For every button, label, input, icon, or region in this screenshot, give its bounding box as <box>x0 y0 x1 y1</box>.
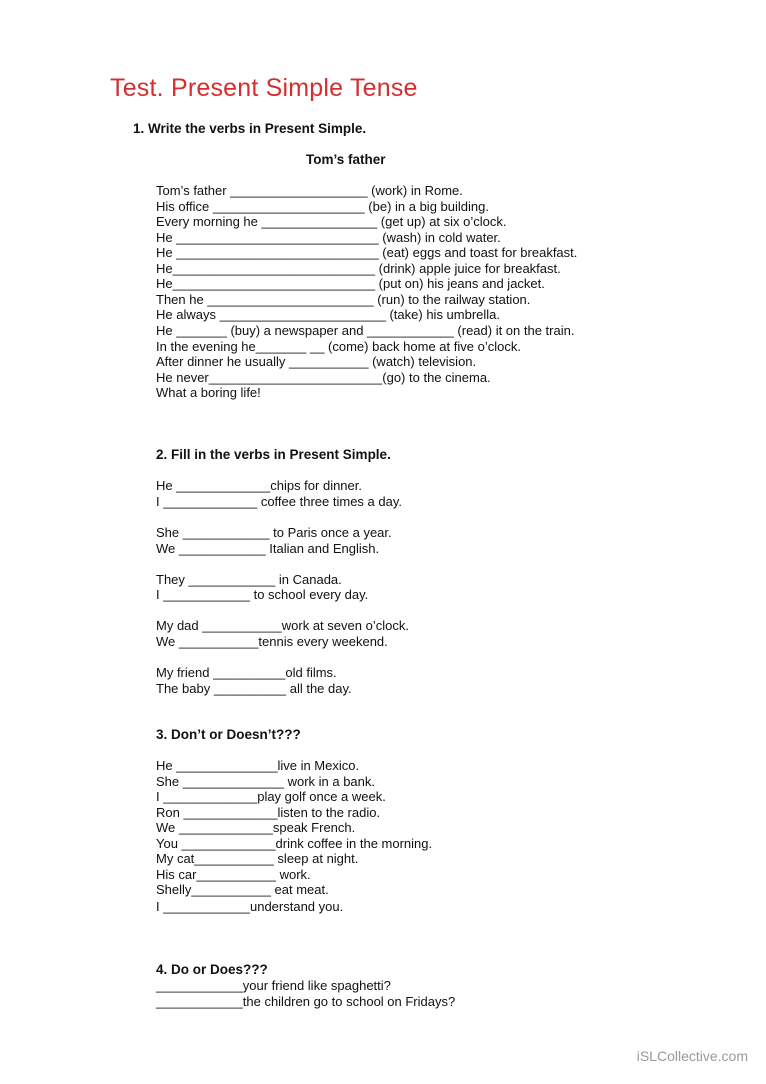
section-2-heading: 2. Fill in the verbs in Present Simple. <box>156 447 391 462</box>
footer-watermark: iSLCollective.com <box>636 1048 748 1064</box>
exercise-line: You _____________drink coffee in the morning. <box>156 836 433 851</box>
exercise-line: His car___________ work. <box>156 867 311 882</box>
exercise-line: We ___________tennis every weekend. <box>156 634 388 649</box>
exercise-line: I ____________ to school every day. <box>156 587 369 602</box>
exercise-line: Then he _______________________ (run) to the railway station. <box>156 292 531 307</box>
exercise-line: He____________________________ (drink) apple juice for breakfast. <box>156 261 561 276</box>
exercise-line: We _____________speak French. <box>156 820 356 835</box>
exercise-line: Tom’s father ___________________ (work) in Rome. <box>156 183 463 198</box>
exercise-line: He ____________________________ (eat) eggs and toast for breakfast. <box>156 245 578 260</box>
exercise-line: Shelly___________ eat meat. <box>156 882 329 897</box>
exercise-line: My dad ___________work at seven o’clock. <box>156 618 409 633</box>
exercise-line: I _____________ coffee three times a day. <box>156 494 402 509</box>
exercise-line: His office _____________________ (be) in a big building. <box>156 199 489 214</box>
exercise-line: I _____________play golf once a week. <box>156 789 386 804</box>
exercise-line: She ____________ to Paris once a year. <box>156 525 392 540</box>
exercise-line: She ______________ work in a bank. <box>156 774 376 789</box>
exercise-line: My cat___________ sleep at night. <box>156 851 359 866</box>
section-1-heading: 1. Write the verbs in Present Simple. <box>133 121 367 136</box>
exercise-line: I ____________understand you. <box>156 899 344 914</box>
exercise-line: ____________the children go to school on Fridays? <box>156 994 456 1009</box>
exercise-line: They ____________ in Canada. <box>156 572 342 587</box>
exercise-line: What a boring life! <box>156 385 261 400</box>
exercise-line: Every morning he ________________ (get up) at six o’clock. <box>156 214 507 229</box>
exercise-line: He ______________live in Mexico. <box>156 758 360 773</box>
exercise-line: He always _______________________ (take) his umbrella. <box>156 307 501 322</box>
exercise-line: He _______ (buy) a newspaper and ____________ (read) it on the train. <box>156 323 575 338</box>
section-4-heading: 4. Do or Does??? <box>156 962 268 977</box>
exercise-line: He never________________________(go) to the cinema. <box>156 370 491 385</box>
exercise-line: My friend __________old films. <box>156 665 337 680</box>
exercise-line: The baby __________ all the day. <box>156 681 352 696</box>
exercise-line: We ____________ Italian and English. <box>156 541 380 556</box>
section-1-subtitle: Tom’s father <box>306 152 386 167</box>
exercise-line: He____________________________ (put on) his jeans and jacket. <box>156 276 545 291</box>
page-title: Test. Present Simple Tense <box>110 74 418 102</box>
exercise-line: He _____________chips for dinner. <box>156 478 362 493</box>
exercise-line: He ____________________________ (wash) in cold water. <box>156 230 501 245</box>
exercise-line: ____________your friend like spaghetti? <box>156 978 391 993</box>
exercise-line: In the evening he_______ __ (come) back home at five o’clock. <box>156 339 521 354</box>
section-3-heading: 3. Don’t or Doesn’t??? <box>156 727 301 742</box>
exercise-line: Ron _____________listen to the radio. <box>156 805 381 820</box>
exercise-line: After dinner he usually ___________ (watch) television. <box>156 354 477 369</box>
